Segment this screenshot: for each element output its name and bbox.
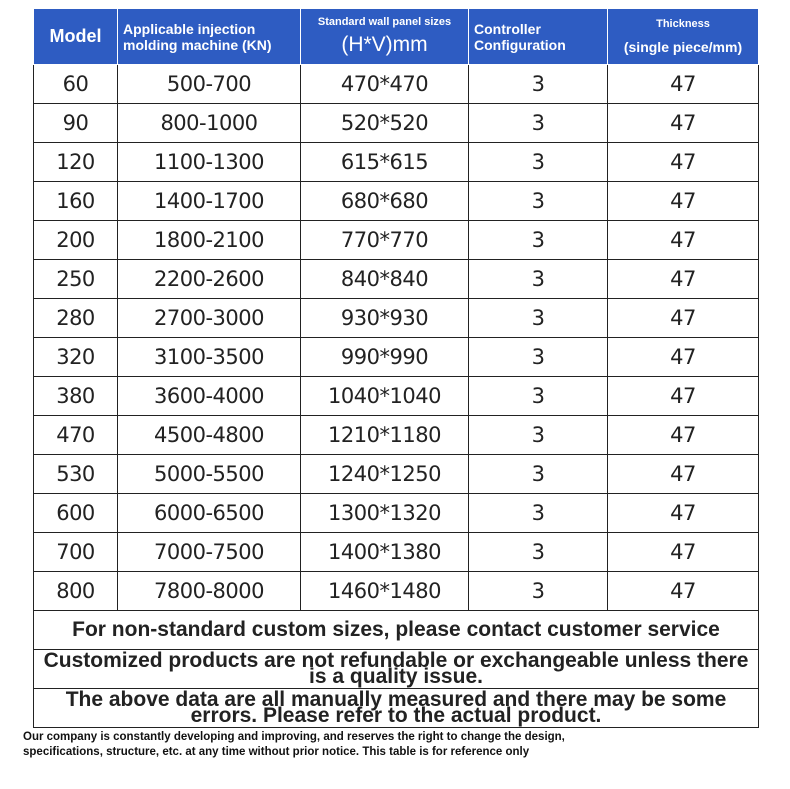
cell-thickness: 47: [608, 455, 759, 494]
cell-model: 60: [34, 65, 118, 104]
cell-machine-range: 7000-7500: [118, 533, 301, 572]
cell-thickness: 47: [608, 416, 759, 455]
cell-panel-size: 680*680: [301, 182, 469, 221]
cell-panel-size: 470*470: [301, 65, 469, 104]
cell-panel-size: 1400*1380: [301, 533, 469, 572]
header-machine: Applicable injection molding machine (KN): [118, 9, 301, 65]
cell-thickness: 47: [608, 65, 759, 104]
table-row: [34, 260, 759, 299]
cell-controller: 3: [469, 182, 608, 221]
header-thickness-label: Thickness: [656, 18, 710, 30]
cell-model: 90: [34, 104, 118, 143]
cell-machine-range: 800-1000: [118, 104, 301, 143]
header-sizes-unit: (H*V)mm: [341, 33, 428, 56]
cell-thickness: 47: [608, 143, 759, 182]
cell-thickness: 47: [608, 377, 759, 416]
cell-controller: 3: [469, 65, 608, 104]
cell-panel-size: 615*615: [301, 143, 469, 182]
cell-panel-size: 930*930: [301, 299, 469, 338]
table-row: [34, 338, 759, 377]
cell-panel-size: 1300*1320: [301, 494, 469, 533]
cell-model: 280: [34, 299, 118, 338]
cell-machine-range: 500-700: [118, 65, 301, 104]
cell-model: 700: [34, 533, 118, 572]
cell-controller: 3: [469, 572, 608, 611]
cell-controller: 3: [469, 221, 608, 260]
cell-machine-range: 6000-6500: [118, 494, 301, 533]
table-row: [34, 104, 759, 143]
cell-model: 600: [34, 494, 118, 533]
cell-machine-range: 2200-2600: [118, 260, 301, 299]
table-row: [34, 221, 759, 260]
header-model: Model: [34, 9, 118, 65]
cell-thickness: 47: [608, 533, 759, 572]
cell-thickness: 47: [608, 299, 759, 338]
cell-thickness: 47: [608, 572, 759, 611]
cell-controller: 3: [469, 455, 608, 494]
cell-machine-range: 5000-5500: [118, 455, 301, 494]
cell-thickness: 47: [608, 221, 759, 260]
cell-machine-range: 1100-1300: [118, 143, 301, 182]
cell-model: 380: [34, 377, 118, 416]
cell-panel-size: 1040*1040: [301, 377, 469, 416]
cell-controller: 3: [469, 143, 608, 182]
cell-machine-range: 3100-3500: [118, 338, 301, 377]
cell-panel-size: 770*770: [301, 221, 469, 260]
cell-thickness: 47: [608, 260, 759, 299]
cell-model: 200: [34, 221, 118, 260]
content-wrapper: [23, 8, 758, 760]
note-row: [34, 650, 759, 689]
cell-thickness: 47: [608, 104, 759, 143]
cell-machine-range: 4500-4800: [118, 416, 301, 455]
table-row: [34, 416, 759, 455]
cell-model: 530: [34, 455, 118, 494]
cell-model: 120: [34, 143, 118, 182]
table-row: [34, 299, 759, 338]
cell-controller: 3: [469, 494, 608, 533]
cell-controller: 3: [469, 533, 608, 572]
cell-machine-range: 1800-2100: [118, 221, 301, 260]
cell-panel-size: 990*990: [301, 338, 469, 377]
note-row: [34, 611, 759, 650]
table-row: [34, 377, 759, 416]
cell-panel-size: 1210*1180: [301, 416, 469, 455]
header-thickness-unit: (single piece/mm): [623, 39, 743, 55]
cell-model: 160: [34, 182, 118, 221]
table-row: [34, 533, 759, 572]
cell-controller: 3: [469, 260, 608, 299]
table-row: [34, 455, 759, 494]
cell-machine-range: 1400-1700: [118, 182, 301, 221]
cell-model: 800: [34, 572, 118, 611]
cell-panel-size: 520*520: [301, 104, 469, 143]
cell-controller: 3: [469, 299, 608, 338]
header-row: [34, 9, 759, 65]
table-row: [34, 572, 759, 611]
header-sizes-label: Standard wall panel sizes: [317, 16, 452, 28]
cell-controller: 3: [469, 104, 608, 143]
note-row: [34, 689, 759, 728]
cell-controller: 3: [469, 377, 608, 416]
cell-panel-size: 1460*1480: [301, 572, 469, 611]
header-controller: Controller Configuration: [469, 9, 608, 65]
cell-model: 250: [34, 260, 118, 299]
cell-model: 320: [34, 338, 118, 377]
cell-panel-size: 840*840: [301, 260, 469, 299]
note-refund: Customized products are not refundable or exchangeable unless there is a quality issue.: [34, 650, 759, 689]
table-row: [34, 182, 759, 221]
header-sizes: [301, 9, 469, 65]
cell-machine-range: 3600-4000: [118, 377, 301, 416]
header-thickness: [608, 9, 759, 65]
cell-thickness: 47: [608, 338, 759, 377]
cell-panel-size: 1240*1250: [301, 455, 469, 494]
spec-table: [33, 8, 759, 728]
table-row: [34, 494, 759, 533]
cell-machine-range: 7800-8000: [118, 572, 301, 611]
cell-controller: 3: [469, 416, 608, 455]
table-row: [34, 143, 759, 182]
cell-machine-range: 2700-3000: [118, 299, 301, 338]
cell-controller: 3: [469, 338, 608, 377]
note-measurement: The above data are all manually measured and there may be some errors. Please refer to the actual product.: [34, 689, 759, 728]
cell-model: 470: [34, 416, 118, 455]
cell-thickness: 47: [608, 182, 759, 221]
note-custom-sizes: For non-standard custom sizes, please contact customer service: [34, 611, 759, 650]
disclaimer-text: Our company is constantly developing and improving, and reserves the right to change the design, specifications, structure, etc. at any time without prior notice. This table is for reference only: [23, 731, 565, 758]
table-row: [34, 65, 759, 104]
cell-thickness: 47: [608, 494, 759, 533]
